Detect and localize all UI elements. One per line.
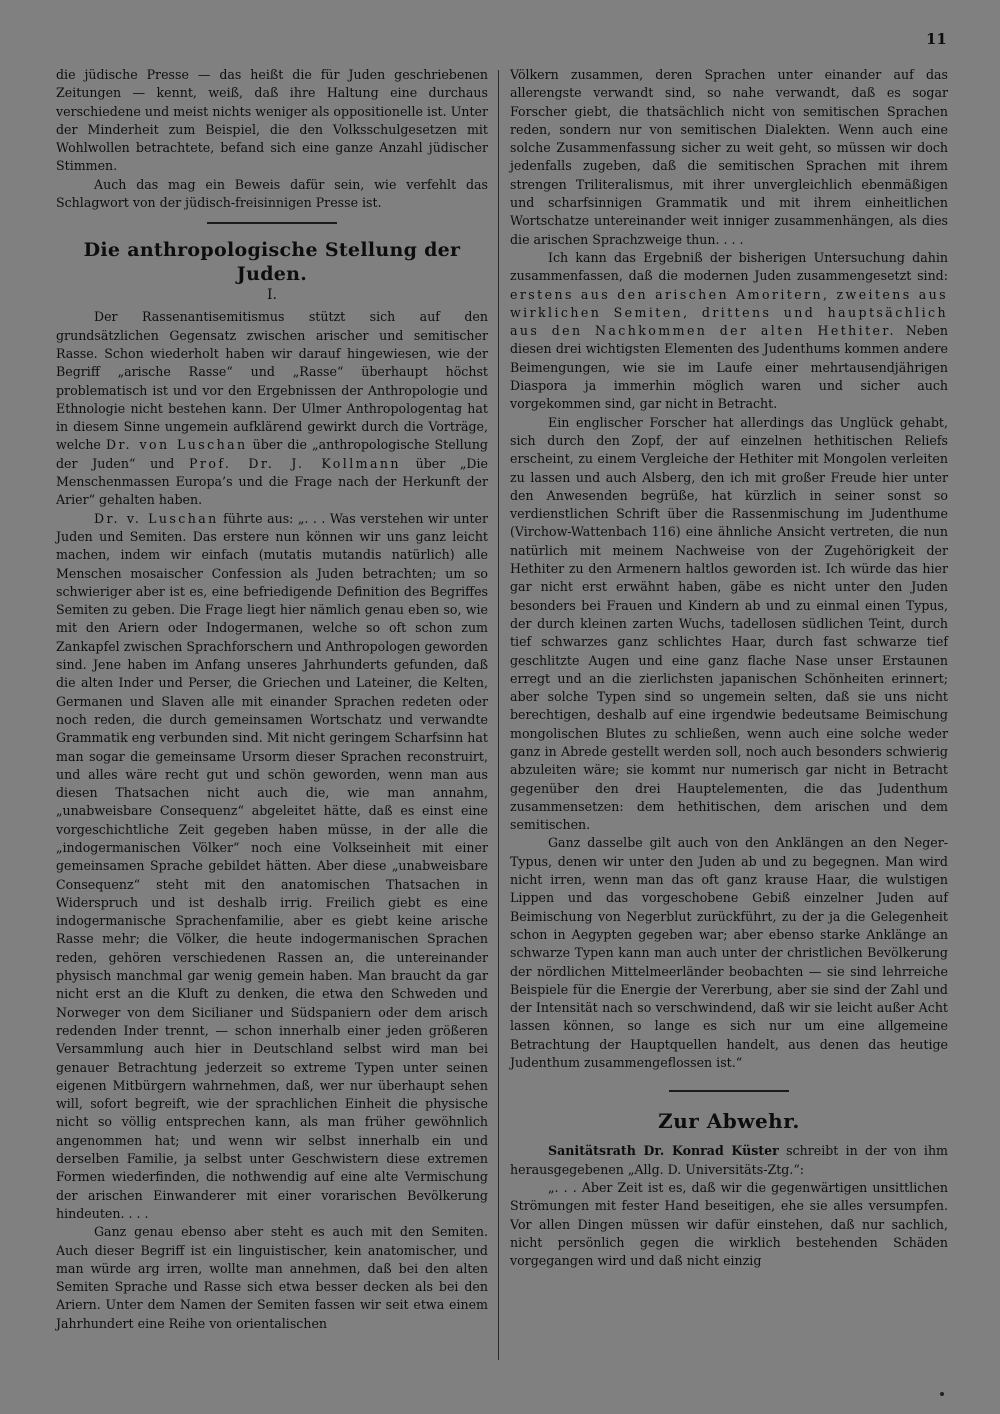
paragraph-text: schreibt in der von ihm herausgegebenen „Allg. D. Universitäts-Ztg.“: [510,1143,948,1177]
article-paragraph-english-researcher: Ein englischer Forscher hat allerdings das Unglück gehabt, sich durch den Zopf, der auf einzelnen hethitischen Reliefs erscheint, zu einem Vergleiche der Hethiter mit Mongolen verleiten zu lassen und auch Alsberg, den ich mit großer Freude hier unter den Anwesenden begrüße, hat kürzlich in seiner sonst so verdienstlichen Schrift über die Rassenmischung im Judenthume (Virchow-Wattenbach 116) eine ähnliche Ansicht vertreten, die nun natürlich mit meinem Nachweise von der Zugehörigkeit der Hethiter zu den Armenern haltlos geworden ist. Ich würde das hier gar nicht erst erwähnt haben, gäbe es nicht unter den Juden besonders bei Frauen und Kindern ab und zu einmal einen Typus, der durch kleinen zarten Wuchs, tadellosen südlichen Teint, durch tief schwarzes ganz schlichtes Haar, durch fast schwarze tief geschlitzte Augen und eine ganz flache Nase unser Erstaunen erregt und an die zierlichsten japanischen Schönheiten erinnert; aber solche Typen sind so ungemein selten, daß sie uns nicht berechtigen, deshalb auf eine irgendwie bedeutsame Beimischung mongolischen Blutes zu schließen, wenn auch eine solche weder ganz in Abrede gestellt werden soll, noch auch besonders schwierig abzuleiten wäre; sie kommt nur numerisch gar nicht in Betracht gegenüber den drei Hauptelementen, die das Judenthum zusammensetzen: dem hethitischen, dem arischen und dem semitischen. [510,414,948,833]
paragraph-text: über „Die Menschenmassen Europa’s und die Frage nach der Herkunft der Arier“ gehalten haben. [56,455,488,508]
paragraph-text: Der Rassenantisemitismus stützt sich auf den grundsätzlichen Gegensatz zwischen arischer und semitischer Rasse. Schon wiederholt haben wir darauf hingewiesen, wie der Begriff „arische Rasse“ und „Rasse“ überhaupt höchst problematisch ist und vor den Ergebnissen der Anthropologie und Ethnologie nicht bestehen kann. Der Ulmer Anthropologentag hat in diesem Sinne ungemein aufklärend gewirkt durch die Vorträge, welche [56,309,488,453]
article-paragraph-neger-typus: Ganz dasselbe gilt auch von den Anklängen an den Neger-Typus, denen wir unter den Juden ab und zu begegnen. Man wird nicht irren, wenn man das oft ganz krause Haar, die wulstigen Lippen und das vorgeschobene Gebiß einzelner Juden auf Beimischung von Negerblut zurückführt, zu der ja die Gelegenheit schon in Aegypten gegeben war; aber ebenso starke Anklänge an schwarze Typen kann man auch unter der christlichen Bevölkerung der nördlichen Mittelmeerländer beobachten — sie sind lehrreiche Beispiele für die Energie der Vererbung, aber sie sind der Zahl und der Intensität nach so verschwindend, daß wir sie leicht außer Acht lassen können, so lange es sich nur um eine allgemeine Betrachtung der Hauptquellen handelt, aus denen das heutige Judenthum zusammengeflossen ist.“ [510,835,948,1071]
article-paragraph-1 [56,308,488,509]
section-divider [207,222,337,224]
column-divider [498,70,499,1360]
article-part-number: I. [267,287,277,304]
speaker-name: Prof. Dr. J. Kollmann [189,455,401,471]
page-number: 11 [926,30,947,48]
intro-paragraph-1: die jüdische Presse — das heißt die für Juden geschriebenen Zeitungen — kennt, weiß, daß ihre Haltung eine durchaus verschiedene und meist nichts weniger als oppositionelle ist. Unter der Minderheit zum Beispiel, die den Volksschulgesetzen mit Wohlwollen betrachtete, befand sich eine ganze Anzahl jüdischer Stimmen. [56,67,488,174]
abwehr-quote: „. . . Aber Zeit ist es, daß wir die gegenwärtigen unsittlichen Strömungen mit fester Hand beseitigen, ehe sie alles versumpfen. Vor allen Dingen müssen wir dafür einstehen, daß nur sachlich, nicht persönlich gegen die wirklich bestehenden Schäden vorgegangen wird und daß nicht einzig [510,1179,948,1269]
emphasized-text: erstens aus den arischen Amoritern, zweitens aus wirklichen Semiten, drittens und hauptsächlich aus den Nachkommen der alten Hethiter. [510,286,948,339]
paragraph-text: Ich kann das Ergebniß der bisherigen Untersuchung dahin zusammenfassen, daß die modernen Juden zusammengesetzt sind: [510,249,948,284]
speaker-name: Dr. von Luschan [106,437,248,453]
paragraph-text: über die „anthropologische Stellung der Juden“ und [56,437,488,471]
left-column [56,66,488,1333]
paragraph-text: Neben diesen drei wichtigsten Elementen des Judenthums kommen andere Beimengungen, wie sie im Laufe einer mehrtausendjährigen Diaspora ja immerhin möglich waren und sicher auch vorgekommen sind, gar nicht in Betracht. [510,323,948,412]
speaker-name: Dr. v. Luschan [94,510,219,526]
article-title: Die anthropologische Stellung der Juden. [83,239,461,286]
right-column [510,66,948,1270]
article-paragraph-2 [56,510,488,1224]
article-paragraph-result [510,249,948,414]
article-paragraph-continued: Völkern zusammen, deren Sprachen unter einander auf das allerengste verwandt sind, so nahe verwandt, daß es sogar Forscher giebt, die thatsächlich nicht von semitischen Sprachen reden, sondern nur von semitischen Dialekten. Wenn auch eine solche Zusammenfassung sicher zu weit geht, so müssen wir doch jedenfalls zugeben, daß die semitischen Sprachen mit ihrem strengen Triliteralismus, mit ihrer unvergleichlich ebenmäßigen und scharfsinnigen Grammatik und mit ihrem einheitlichen Wortschatze untereinander weit inniger zusammenhängen, als dies die arischen Sprachzweige thun. . . . [510,67,948,247]
author-name: Sanitätsrath Dr. Konrad Küster [548,1143,779,1159]
intro-paragraph-2: Auch das mag ein Beweis dafür sein, wie verfehlt das Schlagwort von der jüdisch-freisinnigen Presse ist. [56,176,488,211]
paragraph-text: führte aus: „. . . Was verstehen wir unter Juden und Semiten. Das erstere nun können wir uns ganz leicht machen, indem wir einfach (mutatis mutandis natürlich) alle Menschen mosaischer Confession als Juden betrachten; um so schwieriger aber ist es, eine befriedigende Definition des Begriffes Semiten zu geben. Die Frage liegt hier nämlich genau eben so, wie mit den Ariern oder Indogermanen, welche so oft schon zum Zankapfel zwischen Sprachforschern und Anthropologen geworden sind. Jene haben im Anfang unseres Jahrhunderts gefunden, daß die alten Inder und Perser, die Griechen und Lateiner, die Kelten, Germanen und Slaven alle mit einander Sprachen redeten oder noch reden, die durch gemeinsamen Wortschatz und verwandte Grammatik eng verbunden sind. Mit nicht geringem Scharfsinn hat man sogar die gemeinsame Ursorm dieser Sprachen reconstruirt, und alles wäre recht gut und schön geworden, wenn man aus diesen Thatsachen nicht auch die, wie man annahm, „unabweisbare Consequenz“ abgeleitet hätte, daß es einst eine vorgeschichtliche Zeit gegeben haben müsse, in der alle die „indogermanischen Völker“ noch eine Volkseinheit mit einer gemeinsamen Sprache gebildet hätten. Aber diese „unabweisbare Consequenz“ steht mit den anatomischen Thatsachen in Widerspruch und ist deshalb irrig. Freilich giebt es eine indogermanische Sprachenfamilie, aber es giebt keine arische Rasse mehr; die Völker, die heute indogermanischen Sprachen reden, gehören verschiedenen Rassen an, die untereinander physisch manchmal gar wenig gemein haben. Man braucht da gar nicht erst an die Kluft zu denken, die etwa den Schweden und Norweger von dem Sicilianer und Südspaniern oder dem arisch redenden Inder trennt, — schon innerhalb einer jeden größeren Versammlung auch hier in Deutschland selbst wird man bei genauer Betrachtung jederzeit so extreme Typen unter seinen eigenen Mitbürgern wahrnehmen, daß, wer nur überhaupt sehen will, sofort begreift, wie der sprachlichen Einheit die physische nicht so völlig entsprechen kann, als man früher gewöhnlich angenommen hat; und wenn wir selbst innerhalb ein und derselben Familie, ja selbst unter Geschwistern diese extremen Formen wiederfinden, die nothwendig auf eine alte Vermischung der arischen Einwanderer mit einer vorarischen Bevölkerung hindeuten. . . . [56,510,489,1221]
abwehr-intro [510,1142,948,1179]
article-paragraph-3: Ganz genau ebenso aber steht es auch mit den Semiten. Auch dieser Begriff ist ein linguistischer, kein anatomischer, und man würde arg irren, wollte man annehmen, daß bei den alten Semiten Sprache und Rasse sich etwa besser decken als bei den Ariern. Unter dem Namen der Semiten fassen wir seit etwa einem Jahrhundert eine Reihe von orientalischen [56,1224,488,1331]
print-mark [940,1392,944,1396]
section-divider [669,1090,789,1092]
section-title: Zur Abwehr. [658,1109,800,1134]
